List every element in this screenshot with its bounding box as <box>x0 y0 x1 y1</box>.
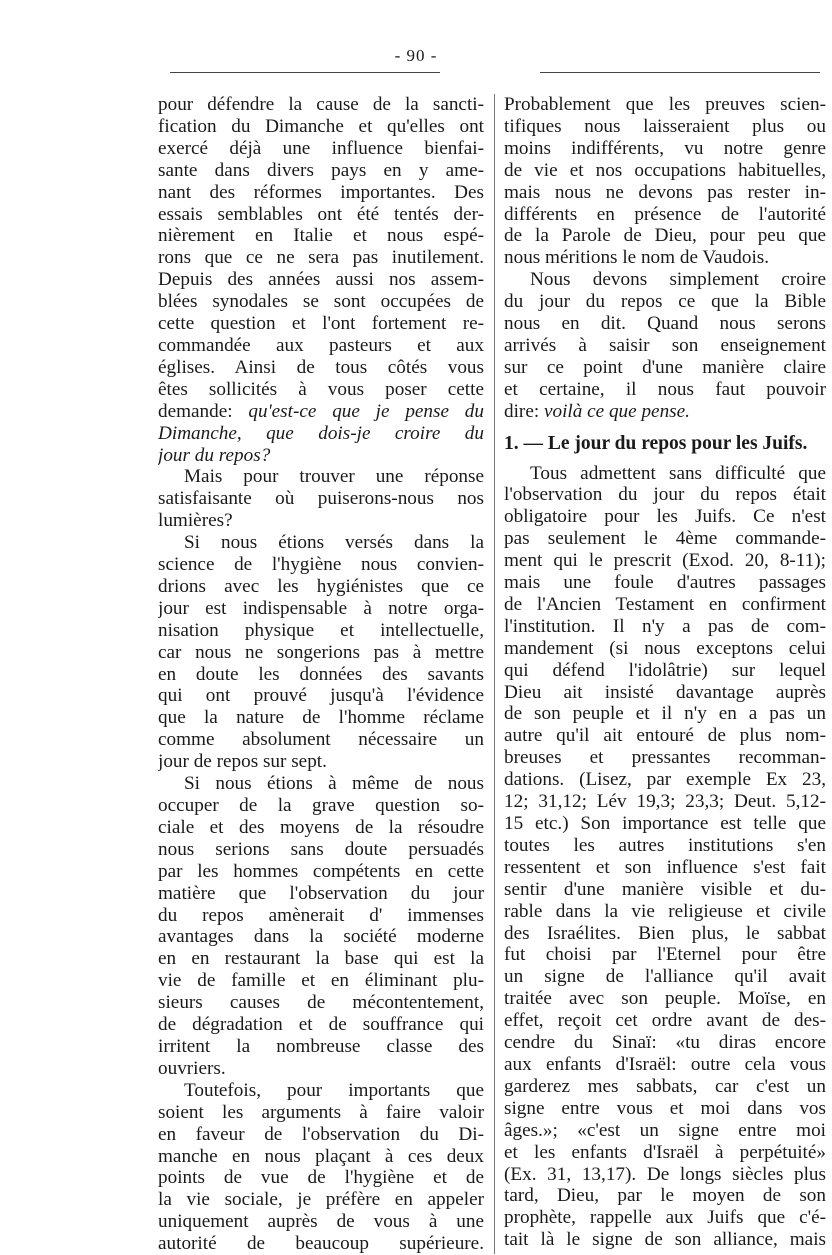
text-run: Mais pour trouver une réponse <box>184 466 484 488</box>
text-run: en doute les données des savants <box>158 663 484 685</box>
text-line <box>504 335 826 357</box>
text-line <box>504 160 826 182</box>
text-run: toutes les autres institutions s'en <box>504 834 826 856</box>
text-run: blées synodales se sont occupées de <box>158 291 484 313</box>
text-run: drions avec les hygiénistes que ce <box>158 575 484 597</box>
text-line <box>158 1146 484 1168</box>
text-run: mais nous ne devons pas rester in- <box>504 181 826 203</box>
text-run: Toutefois, pour importants que <box>184 1079 484 1101</box>
text-run: nisation physique et intellectuelle, <box>158 619 484 641</box>
right-column <box>504 94 826 1251</box>
text-run: garderez mes sabbats, car c'est un <box>504 1075 826 1097</box>
text-run: 12; 31,12; Lév 19,3; 23,3; Deut. 5,12- <box>504 791 826 813</box>
text-run: ouvriers. <box>158 1057 226 1079</box>
text-line <box>158 1102 484 1124</box>
left-column <box>158 94 484 1255</box>
text-line <box>504 1120 826 1142</box>
text-line <box>158 225 484 247</box>
text-line <box>504 857 826 879</box>
text-line <box>504 725 826 747</box>
text-run: effet, reçoit cet ordre avant de des- <box>504 1010 826 1032</box>
text-line <box>158 160 484 182</box>
text-run: 15 etc.) Son importance est telle que <box>504 813 826 834</box>
text-line <box>158 817 484 839</box>
text-run: uniquement auprès de vous à une <box>158 1211 484 1233</box>
text-line <box>158 423 484 445</box>
text-line <box>504 616 826 638</box>
text-line <box>504 572 826 594</box>
text-line <box>504 182 826 204</box>
text-line <box>158 905 484 927</box>
text-run: satisfaisante où puiserons-nous nos <box>158 488 484 510</box>
text-run: ressentent et son influence s'est fait <box>504 856 826 878</box>
text-run: nous en dit. Quand nous serons <box>504 313 826 335</box>
header-rule-left <box>170 72 440 73</box>
text-run: pas seulement le 4ème commande- <box>504 528 826 550</box>
text-run: qui défend l'idolâtrie) sur lequel <box>504 659 826 681</box>
text-line <box>158 926 484 948</box>
text-run: manche en nous plaçant à ces deux <box>158 1145 484 1167</box>
text-run: sur ce point d'une manière claire <box>504 356 826 378</box>
text-run: essais semblables ont été tentés der- <box>158 203 484 225</box>
italic-run: Dimanche, que dois-je croire du <box>158 422 484 444</box>
text-line <box>158 970 484 992</box>
text-run: cette question et l'ont fortement re- <box>158 313 484 335</box>
text-run: rons que ce ne sera pas inutilement. <box>158 247 484 269</box>
italic-run: jour du repos? <box>158 444 271 466</box>
text-run: points de vue de l'hygiène et de <box>158 1167 484 1189</box>
text-line <box>158 247 484 269</box>
text-line <box>158 992 484 1014</box>
italic-run: voilà ce que pense. <box>543 400 690 422</box>
text-line <box>158 598 484 620</box>
text-run: nous serions sans doute persuadés <box>158 838 484 860</box>
text-run: (Ex. 31, 13,17). De longs siècles plus <box>504 1163 826 1185</box>
text-line <box>158 1233 484 1255</box>
text-run: lumières? <box>158 510 233 532</box>
text-line <box>158 466 484 488</box>
text-run: en faveur de l'observation du Di- <box>158 1123 484 1145</box>
text-run: cendre du Sinaï: «tu diras encore <box>504 1032 826 1054</box>
text-run: obligatoire pour les Juifs. Ce n'est <box>504 506 826 528</box>
text-run: l'institution. Il n'y a pas de com- <box>504 615 826 637</box>
text-run: demande: <box>158 400 249 422</box>
text-run: Dieu ait insisté davantage auprès <box>504 681 826 703</box>
text-line <box>158 948 484 970</box>
text-line <box>158 1167 484 1189</box>
text-run: Probablement que les preuves scien- <box>504 94 826 115</box>
text-line <box>504 1054 826 1076</box>
text-run: commandée aux pasteurs et aux <box>158 334 484 356</box>
italic-run: qu'est-ce que je pense du <box>248 400 484 422</box>
text-run: l'observation du jour du repos était <box>504 484 826 506</box>
text-line <box>504 594 826 616</box>
text-line <box>504 638 826 660</box>
text-line <box>504 901 826 923</box>
text-line <box>158 773 484 795</box>
text-line <box>504 703 826 725</box>
text-line <box>158 751 484 773</box>
text-line <box>158 291 484 313</box>
column-divider <box>494 94 495 1254</box>
text-line <box>158 685 484 707</box>
text-line <box>504 463 826 485</box>
header-rule-right <box>540 72 820 73</box>
text-run: avantages dans la société moderne <box>158 926 484 948</box>
text-run: du repos amènerait d' immenses <box>158 904 484 926</box>
text-line <box>158 488 484 510</box>
text-line <box>158 313 484 335</box>
text-line <box>158 554 484 576</box>
text-run: nous méritions le nom de Vaudois. <box>504 247 770 269</box>
text-line <box>158 664 484 686</box>
text-line <box>504 1142 826 1164</box>
text-line <box>158 357 484 379</box>
text-run: Tous admettent sans difficulté que <box>530 462 826 484</box>
text-line <box>504 313 826 335</box>
text-run: prophète, rappelle aux Juifs que c'é- <box>504 1207 826 1229</box>
text-run: mandement (si nous exceptons celui <box>504 637 826 659</box>
text-run: églises. Ainsi de tous côtés vous <box>158 356 484 378</box>
text-run: la vie sociale, je préfère en appeler <box>158 1189 484 1211</box>
text-run: Si nous étions à même de nous <box>184 773 484 795</box>
text-run: irritent la nombreuse classe des <box>158 1035 484 1057</box>
text-line <box>158 883 484 905</box>
text-run: Nous devons simplement croire <box>530 269 826 291</box>
text-line <box>504 1164 826 1186</box>
text-run: sante dans divers pays en y ame- <box>158 159 484 181</box>
text-run: âges.»; «c'est un signe entre moi <box>504 1119 826 1141</box>
text-line <box>504 879 826 901</box>
text-line <box>504 1207 826 1229</box>
text-run: par les hommes compétents en cette <box>158 860 484 882</box>
page-number: - 90 - <box>394 46 438 65</box>
text-line <box>158 1189 484 1211</box>
text-run: comme absolument nécessaire un <box>158 729 484 751</box>
text-line <box>504 506 826 528</box>
text-run: de vie et nos occupations habituelles, <box>504 159 826 181</box>
text-run: signe entre vous et moi dans vos <box>504 1097 826 1119</box>
text-run: car nous ne songerions pas à mettre <box>158 641 484 663</box>
text-line <box>504 747 826 769</box>
text-run: moins indifférents, vu notre genre <box>504 137 826 159</box>
text-line <box>504 988 826 1010</box>
text-line <box>504 1010 826 1032</box>
text-line <box>158 795 484 817</box>
text-run: fut choisi par l'Eternel pour être <box>504 944 826 966</box>
text-run: êtes sollicités à vous poser cette <box>158 378 484 400</box>
text-line <box>158 445 484 467</box>
text-line <box>504 401 826 423</box>
text-line <box>504 357 826 379</box>
text-line <box>504 813 826 835</box>
text-line <box>158 839 484 861</box>
text-line <box>504 550 826 572</box>
text-line <box>504 204 826 226</box>
text-line <box>158 269 484 291</box>
text-line <box>504 138 826 160</box>
text-line <box>158 1036 484 1058</box>
text-run: de l'Ancien Testament en confirment <box>504 593 826 615</box>
text-run: différents en présence de l'autorité <box>504 203 826 225</box>
text-line <box>158 1080 484 1102</box>
text-run: un signe de l'alliance qu'il avait <box>504 966 826 988</box>
text-line <box>504 225 826 247</box>
text-run: des Israélites. Bien plus, le sabbat <box>504 922 826 944</box>
text-line <box>504 94 826 116</box>
text-line <box>158 1124 484 1146</box>
text-line <box>158 204 484 226</box>
section-heading: 1. — Le jour du repos pour les Juifs. <box>504 432 808 454</box>
text-run: soient les arguments à faire valoir <box>158 1101 484 1123</box>
text-run: rable dans la vie religieuse et civile <box>504 900 826 922</box>
text-line <box>504 944 826 966</box>
text-line <box>504 247 826 269</box>
text-run: de dégradation et de souffrance qui <box>158 1014 484 1036</box>
text-run: exercé déjà une influence bienfai- <box>158 137 484 159</box>
text-line <box>158 182 484 204</box>
text-line <box>504 1076 826 1098</box>
text-line <box>504 1229 826 1251</box>
text-line <box>158 642 484 664</box>
text-run: tard, Dieu, par le moyen de son <box>504 1185 826 1207</box>
text-run: que la nature de l'homme réclame <box>158 707 484 729</box>
text-run: arrivés à saisir son enseignement <box>504 334 826 356</box>
text-run: sieurs causes de mécontentement, <box>158 992 484 1014</box>
text-run: Depuis des années aussi nos assem- <box>158 269 484 291</box>
text-run: du jour du repos ce que la Bible <box>504 291 826 313</box>
text-line <box>504 923 826 945</box>
text-line <box>504 1185 826 1207</box>
text-run: nièrement en Italie et nous espé- <box>158 225 484 247</box>
text-run: jour de repos sur sept. <box>158 751 327 773</box>
text-line <box>504 682 826 704</box>
text-run: science de l'hygiène nous convien- <box>158 554 484 576</box>
text-run: occuper de la grave question so- <box>158 795 484 816</box>
text-line <box>504 528 826 550</box>
text-run: pour défendre la cause de la sancti- <box>158 94 484 115</box>
text-run: de son peuple et il n'y en a pas un <box>504 703 826 725</box>
text-line <box>504 269 826 291</box>
text-run: de la Parole de Dieu, pour peu que <box>504 225 826 247</box>
text-run: tifiques nous laisseraient plus ou <box>504 115 826 137</box>
text-line <box>158 1014 484 1036</box>
text-run: et les enfants d'Israël à perpétuité» <box>504 1141 826 1163</box>
text-line <box>504 1032 826 1054</box>
text-line <box>504 966 826 988</box>
text-line <box>504 835 826 857</box>
text-run: matière que l'observation du jour <box>158 882 484 904</box>
text-run: aux enfants d'Israël: outre cela vous <box>504 1053 826 1075</box>
text-run: Si nous étions versés dans la <box>184 532 484 554</box>
text-line <box>158 138 484 160</box>
text-run: et certaine, il nous faut pouvoir <box>504 378 826 400</box>
text-line <box>504 769 826 791</box>
text-run: autre qu'il ait entouré de plus nom- <box>504 725 826 747</box>
text-line <box>504 484 826 506</box>
text-run: en en restaurant la base qui est la <box>158 948 484 970</box>
text-line <box>158 379 484 401</box>
text-run: sentir d'une manière visible et du- <box>504 878 826 900</box>
text-run: dire: <box>504 400 544 422</box>
text-line <box>158 94 484 116</box>
text-run: ciale et des moyens de la résoudre <box>158 816 484 838</box>
text-line <box>158 335 484 357</box>
text-run: qui ont prouvé jusqu'à l'évidence <box>158 685 484 707</box>
text-run: ment qui le prescrit (Exod. 20, 8-11); <box>504 550 826 572</box>
text-line <box>504 660 826 682</box>
text-run: dations. (Lisez, par exemple Ex 23, <box>504 769 826 791</box>
text-run: vie de famille et en éliminant plu- <box>158 970 484 992</box>
text-run: autorité de beaucoup supérieure. <box>158 1233 484 1255</box>
text-line <box>158 1211 484 1233</box>
text-line <box>158 532 484 554</box>
text-line <box>504 116 826 138</box>
text-line <box>158 576 484 598</box>
text-line <box>504 1098 826 1120</box>
text-run: breuses et pressantes recomman- <box>504 747 826 769</box>
text-line <box>158 620 484 642</box>
text-line <box>158 401 484 423</box>
text-line <box>504 291 826 313</box>
text-line <box>504 379 826 401</box>
text-run: traitée avec son peuple. Moïse, en <box>504 988 826 1010</box>
text-line <box>158 729 484 751</box>
text-line <box>158 510 484 532</box>
text-run: nant des réformes importantes. Des <box>158 181 484 203</box>
text-line <box>158 116 484 138</box>
text-run: tait là le signe de son alliance, mais <box>504 1229 826 1251</box>
text-run: fication du Dimanche et qu'elles ont <box>158 115 484 137</box>
text-run: mais une foule d'autres passages <box>504 572 826 594</box>
text-line <box>158 707 484 729</box>
text-run: jour est indispensable à notre orga- <box>158 597 484 619</box>
text-line <box>158 1058 484 1080</box>
text-line <box>504 791 826 813</box>
text-line <box>158 861 484 883</box>
